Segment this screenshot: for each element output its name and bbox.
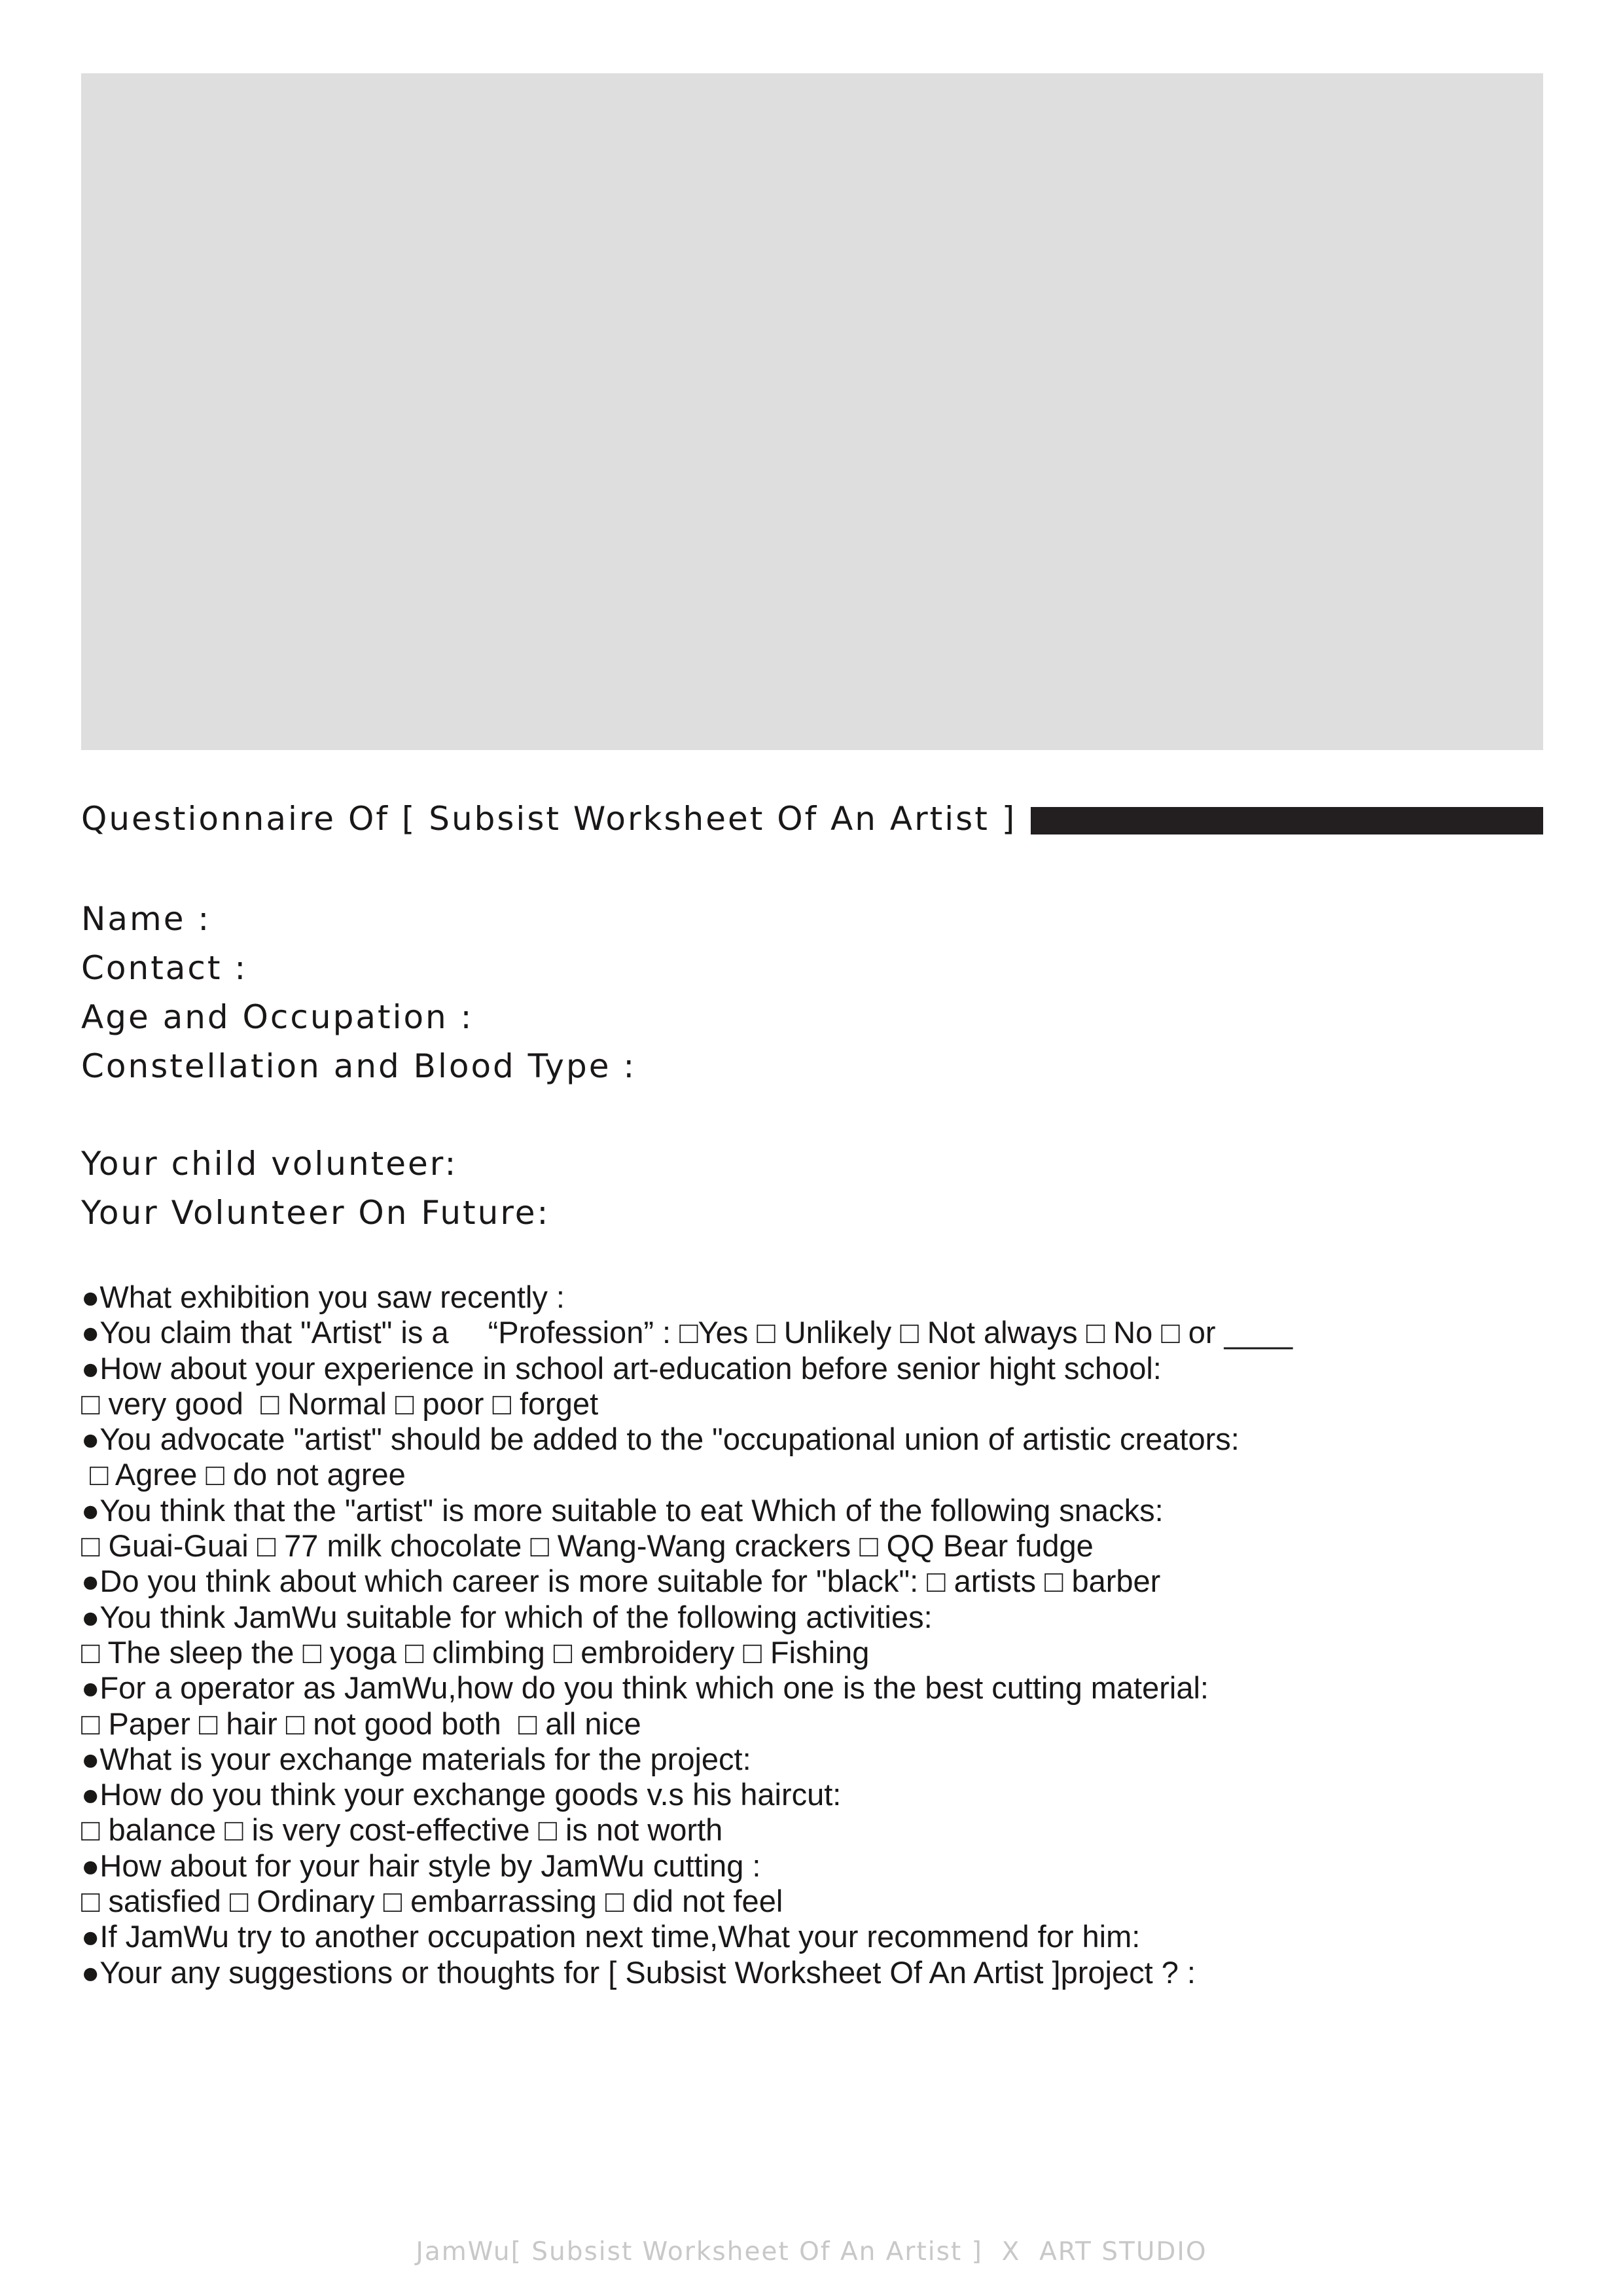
question-list <box>81 1280 1543 1990</box>
question-artist-profession: ●You claim that "Artist" is a “Profession” : □Yes □ Unlikely □ Not always □ No □ or ____ <box>81 1315 1293 1350</box>
name-field-label: Name : <box>81 900 211 938</box>
footer-credit: JamWu[ Subsist Worksheet Of An Artist ] X ART STUDIO <box>416 2237 1207 2267</box>
question-exchange-materials: ●What is your exchange materials for the project: <box>81 1741 751 1776</box>
photo-placeholder <box>81 73 1543 750</box>
age-occupation-field-label: Age and Occupation : <box>81 998 474 1036</box>
options-snacks: □ Guai-Guai □ 77 milk chocolate □ Wang-Wang crackers □ QQ Bear fudge <box>81 1528 1094 1564</box>
question-next-occupation: ●If JamWu try to another occupation next time,What your recommend for him: <box>81 1919 1141 1954</box>
options-cutting-material: □ Paper □ hair □ not good both □ all nice <box>81 1706 641 1741</box>
question-suggestions: ●Your any suggestions or thoughts for [ Subsist Worksheet Of An Artist ]project ? : <box>81 1954 1196 1990</box>
options-hair-style: □ satisfied □ Ordinary □ embarrassing □ did not feel <box>81 1884 783 1919</box>
options-art-education: □ very good □ Normal □ poor □ forget <box>81 1386 599 1421</box>
question-exhibition: ●What exhibition you saw recently : <box>81 1280 565 1314</box>
child-volunteer-field-label: Your child volunteer: <box>81 1145 458 1183</box>
question-hair-style: ●How about for your hair style by JamWu cutting : <box>81 1848 761 1883</box>
question-career-black: ●Do you think about which career is more suitable for "black": □ artists □ barber <box>81 1564 1161 1599</box>
question-cutting-material: ●For a operator as JamWu,how do you think which one is the best cutting material: <box>81 1670 1209 1706</box>
question-art-education: ●How about your experience in school art-education before senior hight school: <box>81 1350 1162 1386</box>
options-exchange-vs-haircut: □ balance □ is very cost-effective □ is not worth <box>81 1812 723 1848</box>
page-title: Questionnaire Of [ Subsist Worksheet Of An Artist ] <box>81 800 1017 838</box>
question-snacks: ●You think that the "artist" is more suitable to eat Which of the following snacks: <box>81 1492 1164 1528</box>
contact-field-label: Contact : <box>81 949 248 987</box>
question-exchange-vs-haircut: ●How do you think your exchange goods v.s his haircut: <box>81 1777 842 1812</box>
options-activities: □ The sleep the □ yoga □ climbing □ embroidery □ Fishing <box>81 1634 870 1670</box>
options-occupational-union: □ Agree □ do not agree <box>81 1457 406 1492</box>
title-divider-bar <box>1031 807 1543 834</box>
future-volunteer-field-label: Your Volunteer On Future: <box>81 1194 550 1232</box>
title-row <box>81 795 1543 842</box>
question-occupational-union: ●You advocate "artist" should be added to the "occupational union of artistic creators: <box>81 1422 1240 1457</box>
constellation-blood-field-label: Constellation and Blood Type : <box>81 1047 637 1085</box>
question-activities: ●You think JamWu suitable for which of the following activities: <box>81 1599 933 1634</box>
